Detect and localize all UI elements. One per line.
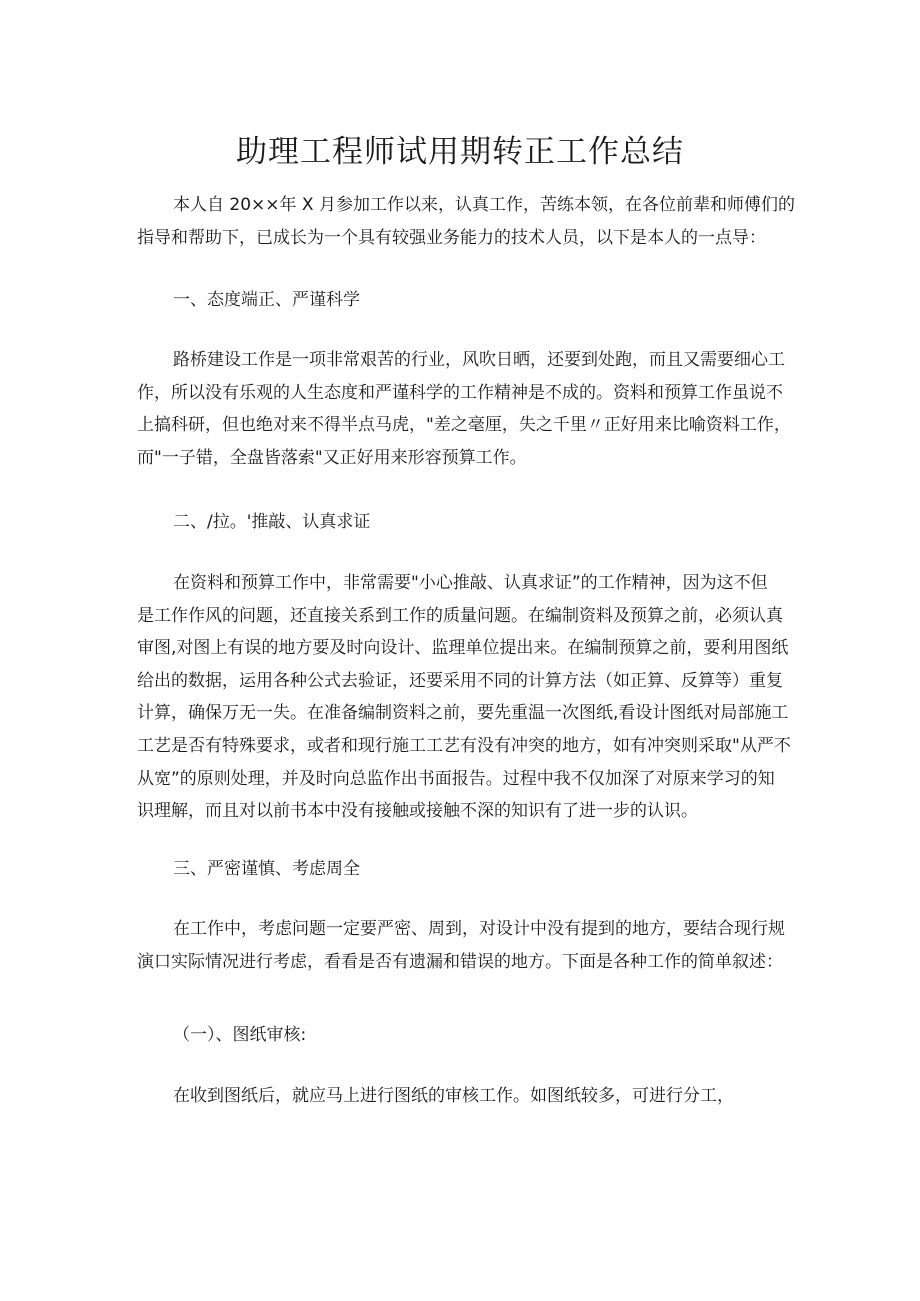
text-line: 在收到图纸后，就应马上进行图纸的审核工作。如图纸较多，可进行分工， [173, 1086, 734, 1106]
section-heading-3: 三、严密谨慎、考虑周全 [173, 859, 360, 879]
text-line: 在工作中，考虑问题一定要严密、周到，对设计中没有提到的地方，要结合现行规 [173, 919, 785, 939]
text-line: 上搞科研，但也绝对来不得半点马虎，"差之毫厘，失之千里〃正好用来比喻资料工作， [137, 415, 791, 436]
text-line: 在资料和预算工作中，非常需要"小心推敲、认真求证”的工作精神，因为这不但 [173, 573, 768, 593]
text-line: 路桥建设工作是一项非常艰苦的行业，风吹日晒，还要到处跑，而且又需要细心工 [173, 350, 785, 370]
section-2-paragraph [137, 567, 799, 828]
text-line: 计算，确保万无一失。在准备编制资料之前，要先重温一次图纸,看设计图纸对局部施工 [137, 703, 789, 724]
text-line: 而"一子错，全盘皆落索"又正好用来形容预算工作。 [137, 447, 527, 468]
section-heading-1: 一、态度端正、严谨科学 [173, 290, 360, 310]
text-line: 工艺是否有特殊要求，或者和现行施工工艺有没有冲突的地方，如有冲突则采取"从严不 [137, 735, 791, 756]
subsection-heading-1: （一）、图纸审核: [173, 1025, 307, 1045]
text-line: 识理解，而且对以前书本中没有接触或接触不深的知识有了进一步的认识。 [137, 801, 698, 822]
intro-paragraph [137, 189, 799, 254]
text-line: 是工作作风的问题，还直接关系到工作的质量问题。在编制资料及预算之前，必须认真 [137, 605, 783, 626]
text-line: 本人自 20××年 X 月参加工作以来，认真工作，苦练本领，在各位前辈和师傅们的 [173, 195, 795, 215]
text-line: 作，所以没有乐观的人生态度和严谨科学的工作精神是不成的。资料和预算工作虽说不 [137, 382, 783, 403]
text-line: 演口实际情况进行考虑，看看是否有遗漏和错误的地方。下面是各种工作的简单叙述： [137, 951, 783, 972]
text-line: 指导和帮助下，已成长为一个具有较强业务能力的技术人员，以下是本人的一点导： [137, 227, 766, 248]
text-line: 从宽”的原则处理，并及时向总监作出书面报告。过程中我不仅加深了对原来学习的知 [137, 768, 775, 789]
document-title: 助理工程师试用期转正工作总结 [236, 134, 684, 170]
section-3-paragraph [137, 913, 799, 978]
text-line: 审图,对图上有误的地方要及时向设计、监理单位提出来。在编制预算之前，要利用图纸 [137, 638, 789, 659]
section-1-paragraph [137, 344, 799, 474]
section-heading-2: 二、/拉。'推敲、认真求证 [173, 512, 371, 532]
subsection-1-paragraph [137, 1080, 799, 1113]
text-line: 给出的数据，运用各种公式去验证，还要采用不同的计算方法（如正算、反算等）重复 [137, 670, 783, 691]
